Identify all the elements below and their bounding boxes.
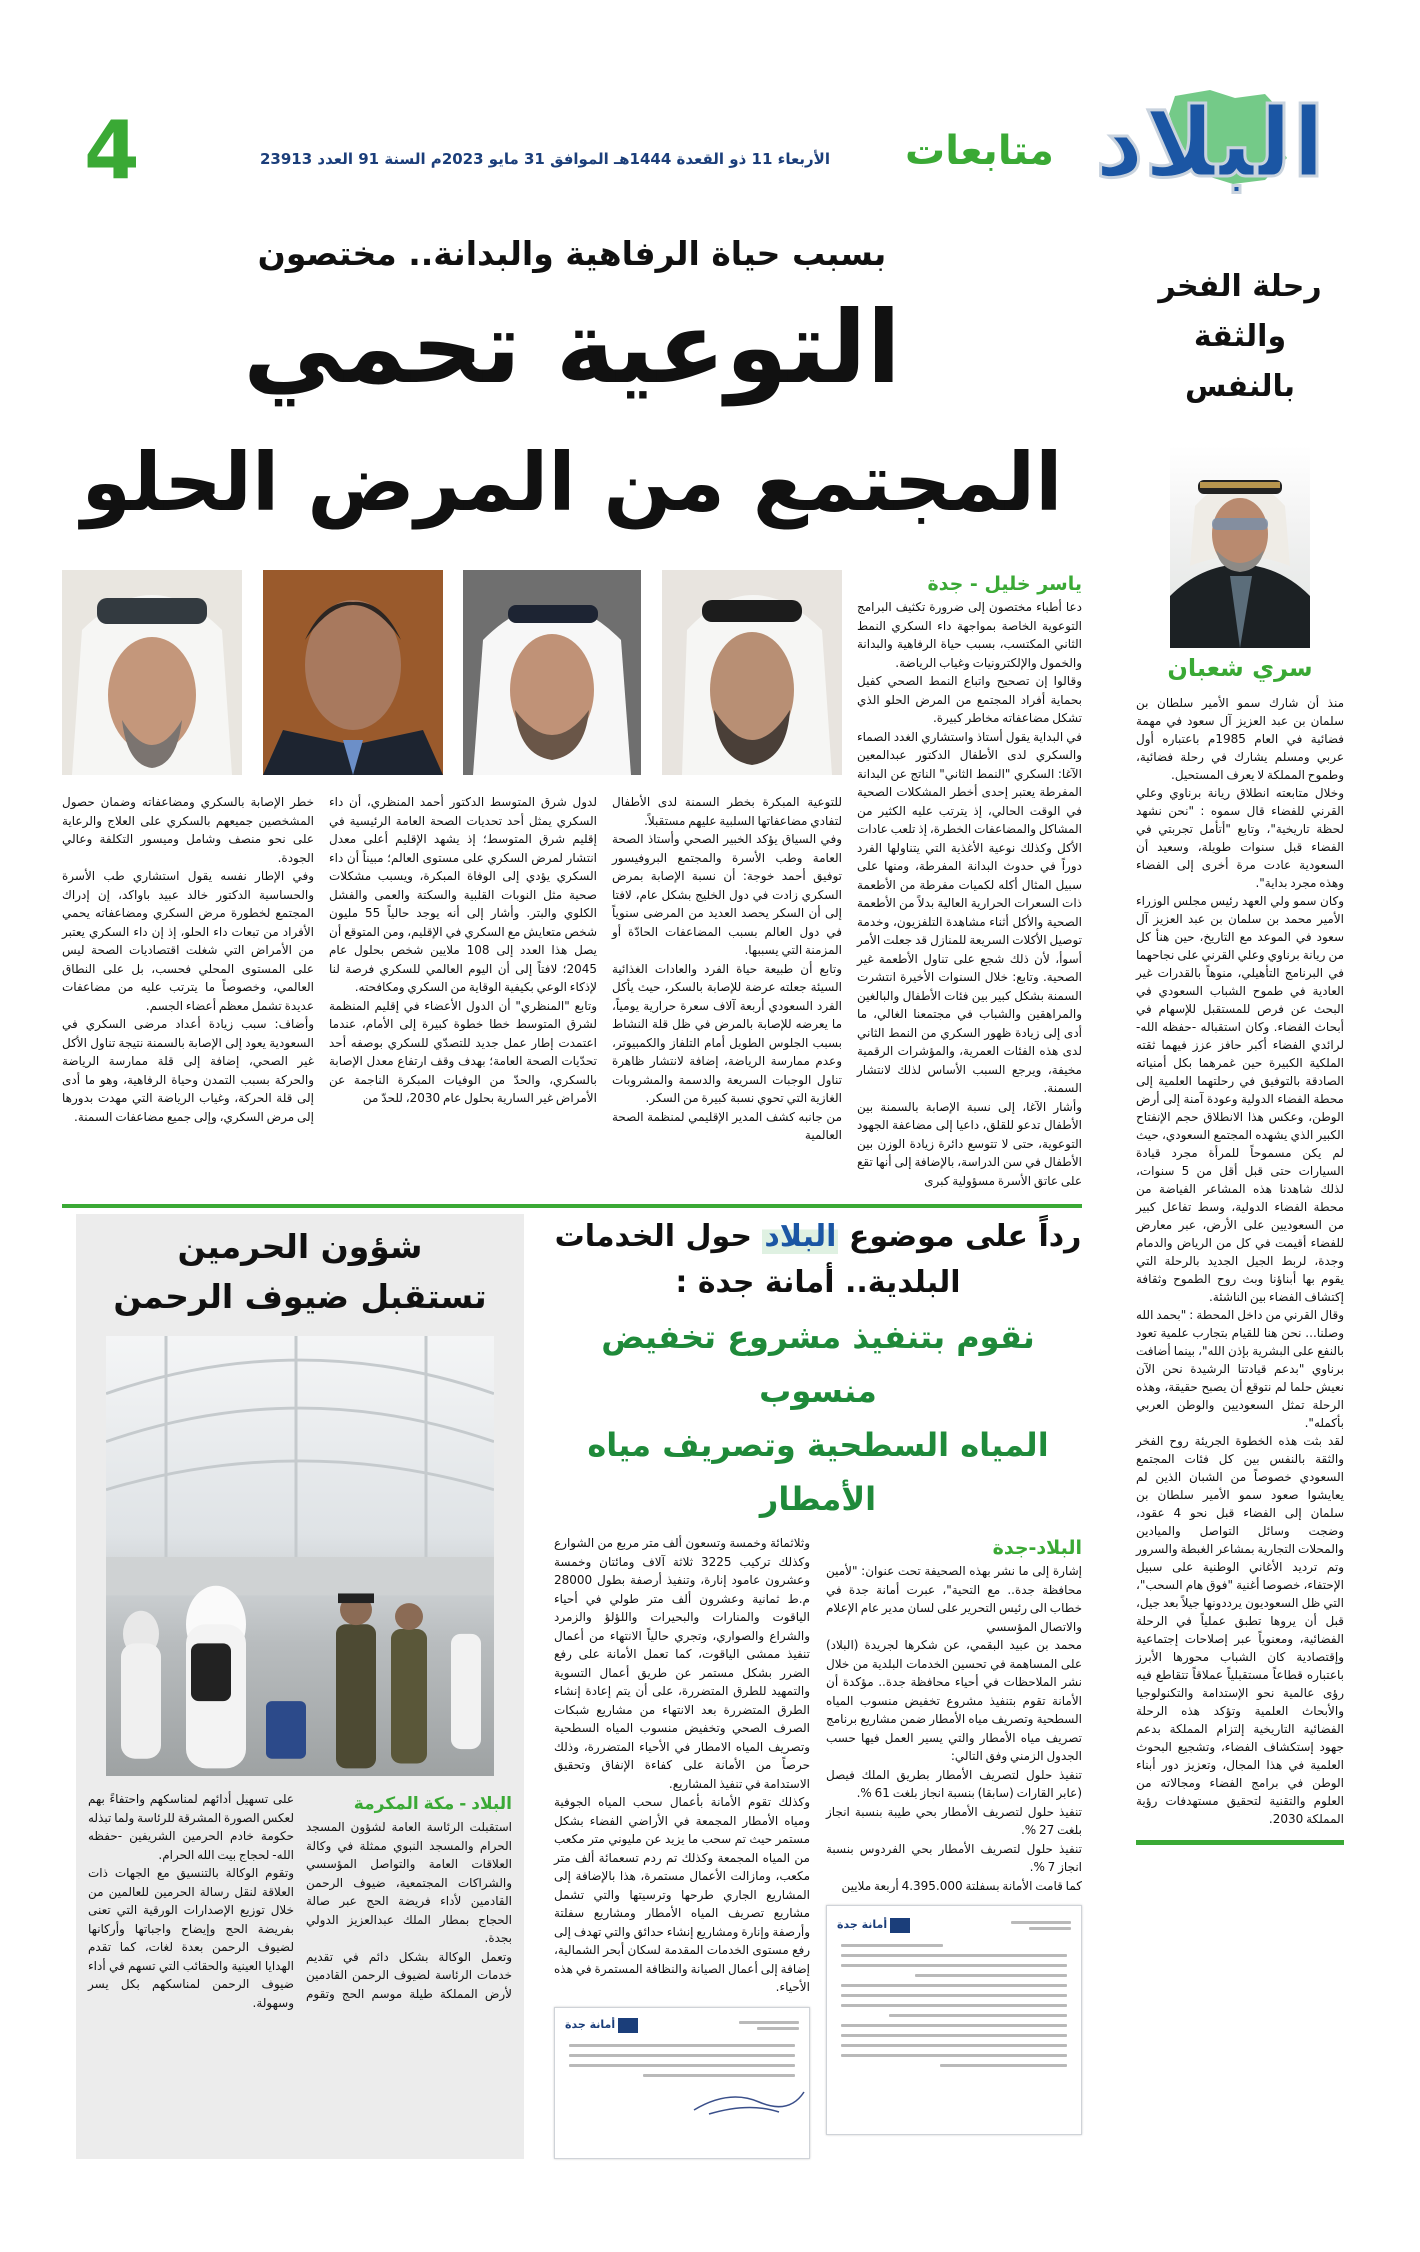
main-left-part (62, 570, 842, 1190)
paragraph: للتوعية المبكرة بخطر السمنة لدى الأطفال لتفادي مضاعفاتها السلبية عليهم مستقبلاً. (612, 795, 842, 828)
jeddah-headline (554, 1310, 1082, 1526)
author-photo (1170, 446, 1310, 648)
main-col-4 (62, 793, 314, 1145)
kicker-prefix: رداً على موضوع (848, 1219, 1082, 1254)
main-col-1-wrap (857, 570, 1082, 1190)
expert-photo-3 (263, 570, 443, 775)
main-area (62, 230, 1082, 2159)
jeddah-kicker-line2: البلدية.. أمانة جدة : (675, 1265, 961, 1300)
opinion-author: سري شعبان (1167, 654, 1313, 682)
opinion-body (1136, 694, 1344, 1828)
paragraph: في البداية يقول أستاذ واستشاري الغدد الصماء والسكري لدى الأطفال الدكتور عبدالمعين الآغا: السكري "النمط الثاني" الناتج عن البدانة المفرطة يعتبر إحدى أخطر المشكلات الصحية في الوقت الحالي، إذ يترتب عليه الكثير من المشاكل والمضاعفات الخطرة، إذ تلعب عادات الأكل وكذلك نوعية الأغذية التي يتناولها الفرد دوراً في حدوث البدانة المفرطة، ومنها على سبيل المثال أكله لكميات مفرطة من الأطعمة ذات السعرات الحرارية العالية بدلاً من الأطعمة الصحية والأكل أثناء مشاهدة التلفزيون، وخدمة توصيل الأكلات السريعة للمنازل قد جعلت الأمر أسوأ، لأن ذلك شجع على تناول الأطعمة غير الصحية. وتابع: خلال السنوات الأخيرة انتشرت السمنة بشكل كبير بين فئات الأطفال والبالغين والمراهقين والشباب في مجتمعنا الغالي، ما أدى إلى زيادة ظهور السكري من النمط الثاني لدى هذه الفئات العمرية، والمؤشرات الرقمية مخيفة، ويرجع السبب الأساس لذلك لانتشار السمنة. (857, 729, 1082, 1095)
haramain-box (76, 1214, 524, 2159)
jeddah-col-a (826, 1562, 1082, 1895)
signature-icon (689, 2084, 809, 2118)
paragraph: وتقوم الوكالة بالتنسيق مع الجهات ذات العلاقة لنقل رسالة الحرمين للعالمين من خلال توزيع الإصدارات الورقية التي تعنى بفريضة الحج وإيضاح واجباتها وأركانها لضيوف الرحمن بعدة لغات، كما تقدم الهدايا العينية والحقائب التي تسهم في أداء ضيوف الرحمن لمناسكهم بكل يسر وسهولة. (88, 1866, 294, 2010)
paragraph: منذ أن شارك سمو الأمير سلطان بن سلمان بن عبد العزيز آل سعود في مهمة فضائية في العام 1985م باعتباره أول عربي ومسلم يشارك في رحلة فضائية، وطموح المملكة لا يعرف المستحيل. (1136, 696, 1344, 782)
paragraph: وأضاف: سبب زيادة أعداد مرضى السكري في السعودية يعود إلى الإصابة بالسمنة نتيجة تناول الأكل غير الصحي، إضافة إلى قلة ممارسة الرياضة والحركة بسبب التمدن وحياة الرفاهية، وهو ما أدى إلى قلة الحركة، وغياب الرياضة التي مهدت بدورها إلى مرض السكري، وإلى جميع مضاعفات السمنة. (62, 1017, 314, 1124)
issue-date-line: الأربعاء 11 ذو القعدة 1444هـ الموافق 31 مايو 2023م السنة 91 العدد 23913 (259, 150, 830, 168)
opinion-title-line1: رحلة الفخر (1158, 269, 1322, 304)
main-col-3 (329, 793, 597, 1145)
bottom-section (62, 1214, 1082, 2159)
paragraph: وقال القرني من داخل المحطة : "بحمد الله وصلنا... نحن هنا للقيام بتجارب علمية تعود بالنفع على البشرية بإذن الله"، بينما أضافت برناوي "بدعم قيادتنا الرشيدة نحن الآن نعيش حلما لم نتوقع أن يصبح حقيقة، وهذه الرحلة تمثل السعوديين والوطن العربي بأكمله". (1136, 1308, 1344, 1430)
jeddah-col-b-wrap (554, 1534, 810, 2159)
paragraph: كما قامت الأمانة بسفلتة 4.395.000 أربعة ملايين (841, 1878, 1082, 1893)
expert-photo-1 (662, 570, 842, 775)
paragraph: لقد بثت هذه الخطوة الجريئة روح الفخر والثقة بالنفس بين كل فئات المجتمع السعودي خصوصاً من الشبان الذين لم يعايشوا صعود سمو الأمير سلطان بن سلمان إلى الفضاء قبل نحو 4 عقود، وضجت وسائل التواصل والميادين والمحلات التجارية بمشاعر الغبطة والسرور وتم ترديد الأغاني الوطنية على سبيل الإحتفاء، خصوصا أغنية "فوق هام السحب"، التي ظل السعوديون يرددونها جيلاً بعد جيل، قبل أن يروها تطبق عملياً في الرحلة الفضائية، ومعنوياً عبر إصلاحات إجتماعية وإقتصادية كان الشباب محورها الأبرز باعتباره قطاعاً مستقبلياً عملاقاً تتقاطع فيه رؤى عالمية نحو الإستدامة والتكنولوجيا والأبحاث العلمية وتؤكد هذه الرحلة الفضائية التاريخية إلتزام المملكة بدعم جهود إستكشاف الفضاء، وتشجيع البحوث العلمية في هذا المجال، وتعزيز دور أبناء الوطن في برامج الفضاء ومجالاته من العلوم والتقنية لتحقيق مستهدفات رؤية المملكة 2030. (1136, 1434, 1344, 1826)
masthead (0, 0, 1420, 220)
airport-pilgrims-photo (106, 1336, 494, 1776)
paragraph: من جانبه كشف المدير الإقليمي لمنظمة الصحة العالمية (612, 1109, 842, 1142)
main-lower-columns (62, 793, 842, 1145)
paragraph: وتابع أن طبيعة حياة الفرد والعادات الغذائية السيئة جعلته عرضة للإصابة بالسكر، حيث يأكل الفرد السعودي أربعة آلاف سعرة حرارية يومياً، ما يعرضه للإصابة بالمرض في ظل قلة النشاط بسبب الجلوس الطويل أمام التلفاز والكمبيوتر، وعدم ممارسة الرياضة، إضافة لانتشار ظاهرة تناول الوجبات السريعة والدسمة والمشروبات الغازية التي تحوي نسبة كبيرة من السكر. (612, 961, 842, 1105)
paragraph: تنفيذ حلول لتصريف الأمطار بطريق الملك فيصل (عابر القارات (سابقا) بنسبة انجاز بلغت 61 %. (826, 1767, 1082, 1800)
opinion-end-rule (1136, 1840, 1344, 1845)
paragraph: دعا أطباء مختصون إلى ضرورة تكثيف البرامج التوعوية الخاصة بمواجهة داء السكري النمط الثاني المكتسب، بسبب حياة الرفاهية والبدانة والخمول والإلكترونيات وغياب الرياضة. (857, 600, 1082, 670)
page-number: 4 (84, 104, 140, 197)
jeddah-kicker-line1 (554, 1214, 1082, 1260)
paragraph: محمد بن عبيد البقمي، عن شكرها لجريدة (البلاد) على المساهمة في تحسين الخدمات البلدية من خلال نشر الملاحظات في أحياء محافظة جدة.. مؤكدة أن الأمانة تقوم بتنفيذ مشروع تخفيض منسوب المياه السطحية وتصريف مياه الأمطار ضمن مشاريع برنامج تصريف مياه الأمطار والتي يسير العمل فيها حسب الجدول الزمني وفق التالي: (826, 1638, 1082, 1763)
municipality-letter-1 (826, 1905, 1082, 2135)
jeddah-headline-line1: نقوم بتنفيذ مشروع تخفيض منسوب (601, 1318, 1035, 1410)
paragraph: وخلال متابعته انطلاق ريانة برناوي وعلي القرني للفضاء قال سموه : "نحن نشهد لحظة تاريخية"، وتابع "أتأمل تجربتي في الفضاء قبل سنوات طويلة، وسعيد أن السعودية عادت مرة أخرى إلى الفضاء وهذه مجرد بداية". (1136, 786, 1344, 890)
opinion-column (1136, 262, 1344, 1845)
jeddah-col-a-wrap (826, 1534, 1082, 2159)
paragraph: وكان سمو ولي العهد رئيس مجلس الوزراء الأمير محمد بن سلمان بن عبد العزيز آل سعود في الموعد مع التاريخ، حين هنأ كل من ريانة برناوي وعلي القرني على نجاحهما في البرنامج التأهيلي، منوهاً بالقدرات غير العادية في طموح الشباب السعودي في البحث عن فرص للمستقبل للإسهام في أبحاث الفضاء. وكان استقباله -حفظه الله- لرائدي الفضاء أكبر حافز عزز فيهما ثقته الملكية الكبيرة حين غمرهما بكل أمنياته الصادقة بالتوفيق في رحلتهما العلمية إلى محطة الفضاء الدولية وعودة آمنة إلى أرض الوطن، وعكس هذا الانطلاق حجم الإنفتاح الكبير الذي يشهده المجتمع السعودي، حيث لم يكن مسموحاً للمرأة مجرد قيادة السيارات حتى قبل أقل من 5 سنوات، لذلك شاهدنا هذه المشاعر الفياضة من محطة الفضاء الدولية، وسط تفاعل كبير من السعوديين على الأرض، عبر معارض للفضاء أقيمت في كل من الرياض والدمام وجدة، لربط الجيل الجديد بالرحلة التي يقوم بها أبناؤنا وبث روح الطموح وثقافة إكتشاف الفضاء بين الناشئة. (1136, 894, 1344, 1304)
municipality-letter-2 (554, 2007, 810, 2159)
paragraph: وثلاثمائة وخمسة وتسعون ألف متر مربع من الشوارع وكذلك تركيب 3225 ثلاثة آلاف ومائتان وخمسة وعشرون عامود إنارة، وتنفيذ أرصفة بطول 28000 م.ط ثمانية وعشرون ألف متر طولي في أحياء الياقوت والمنارات والبحيرات واللؤلؤ والزمرد والشراع والصواري، وتجري حالياً الانتهاء من أعمال تنفيذ ممشى الياقوت، كما تعمل الأمانة على رفع الضرر بشكل مستمر عن طريق أعمال التسوية والتمهيد للطرق المتضررة، على أن يتم إعادة إنشاء الطرق المتضررة بعد الانتهاء من مشاريع شبكات الصرف الصحي وتخفيض منسوب المياه السطحية وتصريف المياه الامطار في الأحياء المتضررة، وذلك حرصاً من الأمانة على كفاءة الإنفاق وتحقيق الاستدامة في تنفيذ المشاريع. (554, 1536, 810, 1791)
paragraph: وقالوا إن تصحيح واتباع النمط الصحي كفيل بحماية أفراد المجتمع من المرض الحلو الذي تشكل مضاعفاته مخاطر كبيرة. (857, 674, 1082, 725)
newspaper-logo[interactable] (1094, 87, 1325, 203)
kicker-logo: البلاد (764, 1219, 837, 1254)
paragraph: وكذلك تقوم الأمانة بأعمال سحب المياه الجوفية ومياه الأمطار المجمعة في الأراضي الفضاء بشكل مستمر حيث تم سحب ما يزيد عن مليوني متر مكعب من المياه المجمعة وكذلك تم ردم تسعمائة ألف متر مكعب، ومازالت الأعمال مستمرة، هذا بالإضافة إلى المشاريع الجاري طرحها وترسيتها والتي تشمل مشاريع تصريف المياه الأمطار ومشاريع سفلتة وأرصفة وإنارة ومشاريع إنشاء حدائق والتي تهدف إلى رفع مستوى الخدمات المقدمة لسكان أبحر الشمالية، إضافة إلى أعمال الصيانة والنظافة المستمرة في هذه الأحياء. (554, 1795, 810, 1994)
logo-text: البلاد (1094, 87, 1325, 199)
amanat-jeddah-logo: أمانة جدة (837, 1918, 910, 1933)
haramain-headline-line2: تستقبل ضيوف الرحمن (113, 1277, 487, 1316)
opinion-title-line2: والثقة بالنفس (1184, 319, 1296, 404)
pilgrim-figures (121, 1586, 481, 1769)
main-kicker: بسبب حياة الرفاهية والبدانة.. مختصون (257, 234, 887, 273)
main-col-1 (857, 598, 1082, 1190)
paragraph: وتابع "المنظري" أن الدول الأعضاء في إقليم المنظمة لشرق المتوسط خطا خطوة كبيرة إلى الأمام، عندما اعتمدت إطار عمل جديد للتصدّي للسكري بوصفه أحد تحدّيات الصحة العامة؛ بهدف وقف ارتفاع معدل الإصابة بالسكري، والحدّ من الوفيات المبكرة الناجمة عن الأمراض غير السارية بحلول عام 2030، للحدّ من (329, 998, 597, 1105)
kicker-suffix: حول الخدمات (554, 1219, 752, 1254)
jeddah-byline: البلاد-جدة (992, 1537, 1082, 1559)
expert-photos (62, 570, 842, 775)
main-headline-line2: المجتمع من المرض الحلو (81, 436, 1063, 529)
haramain-headline (76, 1214, 524, 1322)
haramain-body (88, 1790, 512, 2012)
jeddah-columns (554, 1534, 1082, 2159)
opinion-title (1136, 262, 1344, 446)
main-byline: ياسر خليل - جدة (927, 573, 1082, 595)
jeddah-headline-line2: المياه السطحية وتصريف مياه الأمطار (587, 1426, 1049, 1518)
jeddah-kicker (554, 1214, 1082, 1306)
paragraph: خطر الإصابة بالسكري ومضاعفاته وضمان حصول المشخصين جميعهم بالسكري على العلاج والرعاية على نحو منصف وشامل وميسور التكلفة وعالي الجودة. (62, 795, 314, 865)
amanat-jeddah-logo: أمانة جدة (565, 2018, 638, 2033)
paragraph: لدول شرق المتوسط الدكتور أحمد المنظري، أن داء السكري يمثل أحد تحديات الصحة العامة الرئيسية في إقليم شرق المتوسط؛ إذ يشهد الإقليم أعلى معدل انتشار لمرض السكري على مستوى العالم؛ مبيناً أن داء السكري يؤدي إلى الوفاة المبكرة، ويسبب مشكلات صحية مثل النوبات القلبية والسكتة والعمى والفشل الكلوي والبتر. وأشار إلى أنه يوجد حالياً 55 مليون شخص متعايش مع السكري في الإقليم، ومن المتوقع أن يصل هذا العدد إلى 108 ملايين شخص بحلول عام 2045؛ لافتاً إلى أن اليوم العالمي للسكري فرصة لنا لإذكاء الوعي بكيفية الوقاية من السكري ومكافحته. (329, 795, 598, 994)
jeddah-article (554, 1214, 1082, 2159)
haramain-headline-line1: شؤون الحرمين (177, 1227, 423, 1266)
paragraph: استقبلت الرئاسة العامة لشؤون المسجد الحرام والمسجد النبوي ممثلة في وكالة العلاقات العامة والتواصل المؤسسي والشراكات المجتمعية، ضيوف الرحمن القادمين لأداء فريضة الحج عبر صالة الحجاج بمطار الملك عبدالعزيز الدولي بجدة. (306, 1820, 512, 1945)
paragraph: وأشار الآغا، إلى نسبة الإصابة بالسمنة بين الأطفال تدعو للقلق، داعيا إلى مضاعفة الجهود التوعوية، حتى لا تتوسع دائرة زيادة الوزن بين الأطفال في سن الدراسة، بالإضافة إلى أنها تقع على عاتق الأسرة مسؤولية كبرى (857, 1099, 1082, 1188)
paragraph: وفي السياق يؤكد الخبير الصحي وأستاذ الصحة العامة وطب الأسرة والمجتمع البروفيسور توفيق أحمد خوجة: أن نسبة الإصابة بمرض السكري زادت في دول الخليج بشكل عام، لافتا إلى أن السكر يحصد العديد من المرضى سنوياً في دول العالم بسبب المضاعفات الحادّة أو المزمنة التي يسببها. (612, 832, 842, 957)
section-title: متابعات (905, 128, 1054, 174)
haramain-byline: البلاد - مكة المكرمة (353, 1794, 512, 1814)
expert-photo-4 (62, 570, 242, 775)
paragraph: تنفيذ حلول لتصريف الأمطار بحي طيبة بنسبة انجاز بلغت 27 %. (826, 1804, 1082, 1837)
paragraph: تنفيذ حلول لتصريف الأمطار بحي الفردوس بنسبة انجاز 7 %. (826, 1841, 1082, 1874)
main-article-body (62, 570, 1082, 1190)
paragraph: وفي الإطار نفسه يقول استشاري طب الأسرة والحساسية الدكتور خالد عبيد باواكد، إن إدراك المجتمع لخطورة مرض السكري ومضاعفاته يحمي الأفراد من تبعات داء الحلو، إذ إن داء السكري يعتبر من الأمراض التي شغلت اقتصاديات الصحة ليس على المستوى المحلي فحسب، بل على النطاق العالمي، وخصوصاً ما يترتب عليه من مضاعفات عديدة تشمل معظم أعضاء الجسم. (62, 869, 314, 1013)
main-col-2 (612, 793, 842, 1145)
paragraph: إشارة إلى ما نشر بهذه الصحيفة تحت عنوان: "لأمين محافظة جدة.. مع التحية"، عبرت أمانة جدة في خطاب الى رئيس التحرير على لسان مدير عام الإعلام والاتصال المؤسسي (826, 1564, 1082, 1634)
main-headline-line1: التوعية تحمي (243, 289, 901, 406)
jeddah-col-b (554, 1534, 810, 1997)
section-divider (62, 1204, 1082, 1208)
paragraph: وتعمل الوكالة بشكل دائم في تقديم خدمات الرئاسة لضيوف الرحمن القادمين لأرض المملكة طيلة موسم الحج وتقوم على تسهيل أدائهم لمناسكهم واحتفاءً بهم لعكس الصورة المشرقة للرئاسة ولما تبذله حكومة خادم الحرمين الشريفين -حفظه الله- لحجاج بيت الله الحرام. (88, 1792, 512, 2001)
expert-photo-2 (463, 570, 641, 775)
